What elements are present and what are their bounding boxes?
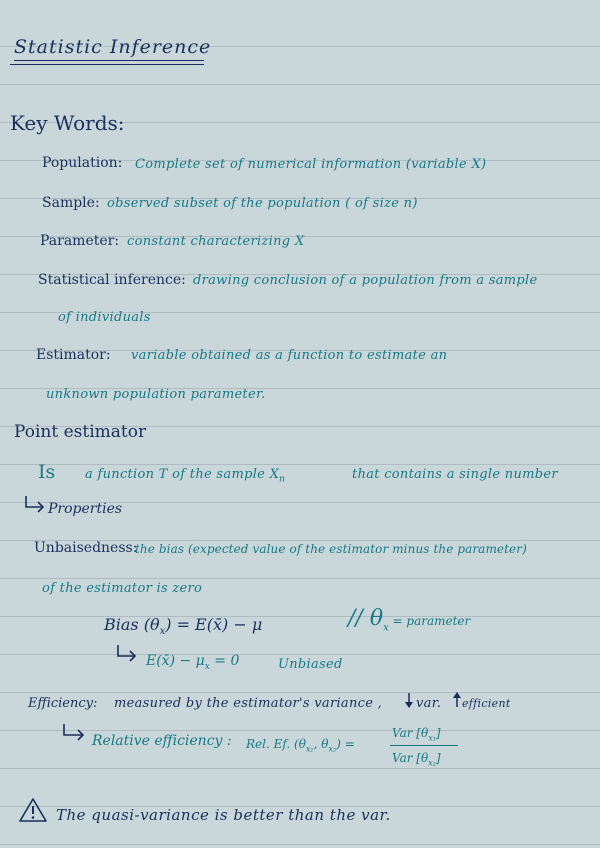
unbiased-formula-main: E(x̄) − μ	[146, 653, 205, 669]
rel-formula-sub2: x₂	[328, 744, 337, 754]
point-estimator-heading: Point estimator	[14, 422, 147, 442]
efficiency-text: measured by the estimator's variance ,	[114, 696, 383, 711]
relative-arrow-icon	[62, 724, 86, 740]
rel-denominator-main: Var [θ	[392, 751, 429, 765]
arrow-down-icon	[404, 693, 414, 709]
title-underline-2	[10, 64, 204, 65]
bias-formula-end: ) = E(x̄) − μ	[165, 615, 263, 634]
theta-note	[348, 608, 470, 633]
estimator-label: Estimator:	[36, 347, 111, 363]
unbiased-formula-sub: x	[204, 661, 210, 672]
population-text: Complete set of numerical information (variable X)	[135, 157, 487, 172]
warning-icon	[18, 797, 48, 823]
sample-text: observed subset of the population ( of size n)	[107, 196, 418, 211]
unbiased-formula	[146, 654, 239, 672]
inference-label: Statistical inference:	[38, 272, 186, 288]
inference-text: drawing conclusion of a population from a sample	[193, 273, 538, 288]
efficient-text: efficient	[462, 697, 511, 710]
unbiased-arrow-icon	[116, 645, 138, 661]
rel-formula	[246, 738, 355, 753]
is-label: Is	[38, 461, 56, 483]
bias-formula	[104, 617, 262, 637]
unbiased-formula-end: = 0	[209, 653, 240, 669]
bias-formula-sub: x	[159, 626, 166, 638]
unbiasedness-label: Unbaisedness:	[34, 540, 138, 556]
sample-label: Sample:	[42, 195, 100, 211]
inference-text-cont: of individuals	[58, 310, 151, 325]
parameter-label: Parameter:	[40, 233, 120, 249]
parameter-text: constant characterizing X	[127, 234, 305, 249]
rel-denominator	[392, 752, 441, 767]
is-text-sub: n	[279, 474, 286, 485]
is-text-main: a function T of the sample X	[85, 467, 280, 482]
rel-denominator-end: ]	[435, 751, 441, 765]
key-words-heading: Key Words:	[10, 111, 125, 135]
title-underline-1	[14, 60, 204, 61]
relative-efficiency-label: Relative efficiency :	[92, 733, 232, 749]
arrow-up-icon	[452, 691, 462, 707]
bias-formula-main: Bias (θ	[104, 615, 160, 634]
properties-label: Properties	[48, 501, 123, 517]
properties-arrow-icon	[24, 496, 46, 512]
theta-note-end: = parameter	[388, 614, 471, 628]
theta-note-sub: x	[383, 622, 389, 634]
is-text-tail: that contains a single number	[352, 467, 558, 482]
rel-formula-main: Rel. Ef. (θ	[246, 737, 306, 751]
estimator-text-cont: unknown population parameter.	[46, 387, 266, 402]
unbiasedness-text-cont: of the estimator is zero	[42, 581, 203, 596]
rel-numerator-sub: x₁	[428, 733, 436, 743]
fraction-bar	[390, 745, 458, 746]
theta-note-main: // θ	[348, 606, 384, 631]
rel-numerator	[392, 727, 441, 742]
rel-formula-end: ) =	[336, 737, 355, 751]
unbiasedness-text: the bias (expected value of the estimator minus the parameter)	[135, 542, 527, 556]
var-text: var.	[416, 696, 442, 711]
rel-formula-sub1: x₁	[305, 744, 314, 754]
is-text	[85, 468, 285, 485]
efficiency-label: Efficiency:	[28, 696, 98, 711]
rel-numerator-main: Var [θ	[392, 726, 429, 740]
estimator-text: variable obtained as a function to estimate an	[131, 348, 448, 363]
page-title: Statistic Inference	[14, 36, 212, 58]
rel-denominator-sub: x₂	[428, 758, 436, 768]
population-label: Population:	[42, 155, 123, 171]
rel-formula-mid: , θ	[313, 737, 329, 751]
rel-numerator-end: ]	[435, 726, 441, 740]
warning-text: The quasi-variance is better than the var.	[56, 806, 391, 824]
unbiased-word: Unbiased	[278, 657, 343, 672]
